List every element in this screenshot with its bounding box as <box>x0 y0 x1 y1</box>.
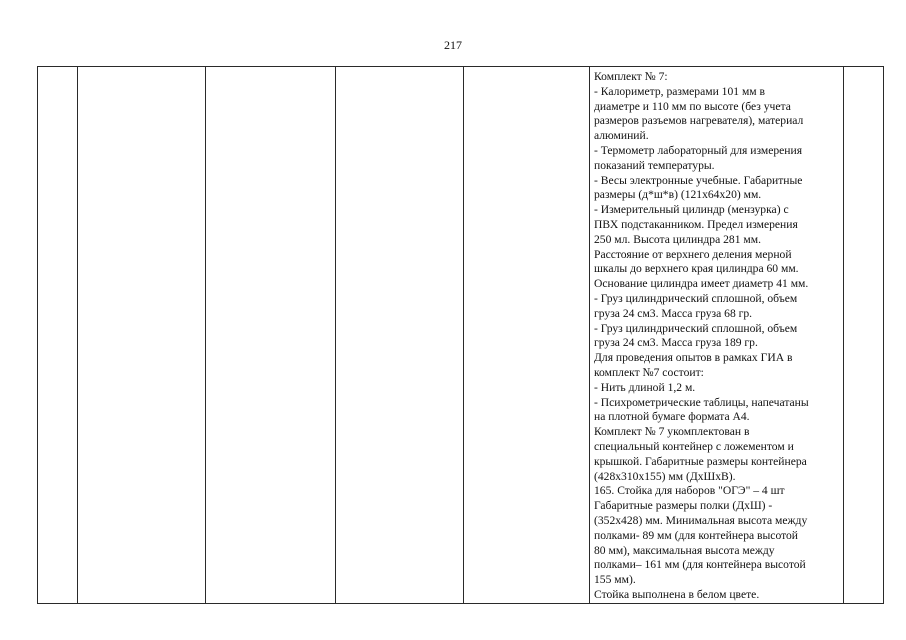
description-line: диаметре и 110 мм по высоте (без учета <box>594 99 791 113</box>
description-line: алюминий. <box>594 129 649 143</box>
description-line: размеров разъемов нагревателя), материал <box>594 114 804 128</box>
document-table <box>37 66 884 604</box>
description-line: 165. Стойка для наборов "ОГЭ" – 4 шт <box>594 484 785 498</box>
description-line: показаний температуры. <box>594 158 715 172</box>
table-cell-col-5 <box>464 67 590 604</box>
description-line: Габаритные размеры полки (ДхШ) - <box>594 499 773 513</box>
description-line: Комплект № 7: <box>594 70 668 83</box>
table-row <box>38 67 884 604</box>
description-line: полками– 161 мм (для контейнера высотой <box>594 558 806 572</box>
description-line: - Весы электронные учебные. Габаритные <box>594 173 803 187</box>
table-cell-col-3 <box>206 67 336 604</box>
description-line: комплект №7 состоит: <box>594 365 704 379</box>
description-line: 80 мм), максимальная высота между <box>594 543 775 557</box>
description-line: крышкой. Габаритные размеры контейнера <box>594 454 807 468</box>
description-line: Расстояние от верхнего деления мерной <box>594 247 792 261</box>
description-line: 250 мл. Высота цилиндра 281 мм. <box>594 232 761 246</box>
description-line: - Груз цилиндрический сплошной, объем <box>594 291 798 305</box>
description-line: на плотной бумаге формата А4. <box>594 410 750 424</box>
description-line: Комплект № 7 укомплектован в <box>594 425 750 439</box>
description-line: Основание цилиндра имеет диаметр 41 мм. <box>594 277 809 291</box>
table-cell-col-1 <box>38 67 78 604</box>
description-line: ПВХ подстаканником. Предел измерения <box>594 217 798 231</box>
description-line: груза 24 см3. Масса груза 189 гр. <box>594 336 758 350</box>
description-line: специальный контейнер с ложементом и <box>594 439 794 453</box>
description-line: - Измерительный цилиндр (мензурка) с <box>594 203 789 217</box>
description-line: (428х310х155) мм (ДхШхВ). <box>594 469 736 483</box>
description-line: - Термометр лабораторный для измерения <box>594 143 803 157</box>
description-line: размеры (д*ш*в) (121х64х20) мм. <box>594 188 762 202</box>
table-cell-col-7 <box>844 67 884 604</box>
description-line: Стойка выполнена в белом цвете. <box>594 587 760 601</box>
description-line: - Калориметр, размерами 101 мм в <box>594 84 766 98</box>
table-cell-col-4 <box>336 67 464 604</box>
description-line: Для проведения опытов в рамках ГИА в <box>594 351 793 365</box>
description-line: - Нить длиной 1,2 м. <box>594 380 696 394</box>
description-line: - Психрометрические таблицы, напечатаны <box>594 395 809 409</box>
description-line: - Груз цилиндрический сплошной, объем <box>594 321 798 335</box>
table-cell-col-2 <box>78 67 206 604</box>
description-line: (352х428) мм. Минимальная высота между <box>594 513 808 527</box>
description-line: груза 24 см3. Масса груза 68 гр. <box>594 306 753 320</box>
description-line: 155 мм). <box>594 573 636 587</box>
description-line: полками- 89 мм (для контейнера высотой <box>594 528 798 542</box>
page-number: 217 <box>444 38 462 52</box>
description-line: шкалы до верхнего края цилиндра 60 мм. <box>594 262 799 276</box>
table-cell-description <box>590 67 844 604</box>
